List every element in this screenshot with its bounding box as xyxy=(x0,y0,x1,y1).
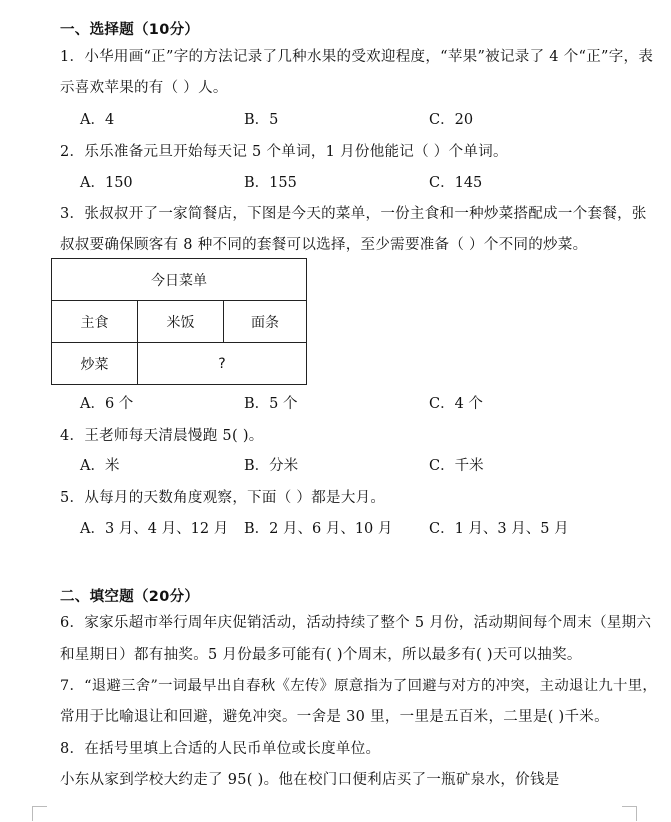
section-heading-choice: 一、选择题（10分） xyxy=(60,22,200,38)
question-6-line-1: 6．家家乐超市举行周年庆促销活动，活动持续了整个 5 月份，活动期间每个周末（星期六 xyxy=(60,615,652,631)
question-1-line-2: 示喜欢苹果的有（ ）人。 xyxy=(60,80,228,96)
question-8-line-2: 小东从家到学校大约走了 95( )。他在校门口便利店买了一瓶矿泉水，价钱是 xyxy=(60,772,560,788)
question-5-line-1: 5．从每月的天数角度观察，下面（ ）都是大月。 xyxy=(60,490,386,506)
option-b[interactable]: B．5 xyxy=(244,112,279,128)
page-corner-mark-left xyxy=(32,806,47,821)
page-corner-mark-right xyxy=(622,806,637,821)
staple-rice: 米饭 xyxy=(138,301,224,343)
option-b[interactable]: B．分米 xyxy=(244,458,299,474)
option-c[interactable]: C．1 月、3 月、5 月 xyxy=(429,521,569,537)
question-4-options xyxy=(80,454,640,476)
question-3-line-2: 叔叔要确保顾客有 8 种不同的套餐可以选择，至少需要准备（ ）个不同的炒菜。 xyxy=(60,237,588,253)
question-7-line-2: 常用于比喻退让和回避，避免冲突。一舍是 30 里，一里是五百米，二里是( )千米。 xyxy=(60,709,609,725)
option-b[interactable]: B．2 月、6 月、10 月 xyxy=(244,521,393,537)
question-8-line-1: 8．在括号里填上合适的人民币单位或长度单位。 xyxy=(60,741,381,757)
question-4-line-1: 4．王老师每天清晨慢跑 5( )。 xyxy=(60,428,264,444)
question-6-line-2: 和星期日）都有抽奖。5 月份最多可能有( )个周末，所以最多有( )天可以抽奖。 xyxy=(60,647,582,663)
question-3-line-1: 3．张叔叔开了一家简餐店，下图是今天的菜单，一份主食和一种炒菜搭配成一个套餐，张 xyxy=(60,206,647,222)
section-heading-fill: 二、填空题（20分） xyxy=(60,589,200,605)
staple-label: 主食 xyxy=(52,301,138,343)
option-c[interactable]: C．20 xyxy=(429,112,474,128)
option-b[interactable]: B．5 个 xyxy=(244,396,298,412)
dish-label: 炒菜 xyxy=(52,343,138,385)
question-2-options xyxy=(80,171,640,193)
option-a[interactable]: A．3 月、4 月、12 月 xyxy=(80,521,229,537)
option-b[interactable]: B．155 xyxy=(244,175,297,191)
question-7-line-1: 7．“退避三舍”一词最早出自春秋《左传》原意指为了回避与对方的冲突，主动退让九十里， xyxy=(60,678,658,694)
option-a[interactable]: A．150 xyxy=(80,175,133,191)
question-1-options xyxy=(80,108,640,130)
question-2-line-1: 2．乐乐准备元旦开始每天记 5 个单词，1 月份他能记（ ）个单词。 xyxy=(60,144,508,160)
question-1-line-1: 1．小华用画“正”字的方法记录了几种水果的受欢迎程度，“苹果”被记录了 4 个“正”字，表 xyxy=(60,49,654,65)
option-a[interactable]: A．米 xyxy=(80,458,120,474)
menu-title: 今日菜单 xyxy=(52,259,307,301)
staple-noodles: 面条 xyxy=(224,301,307,343)
option-c[interactable]: C．4 个 xyxy=(429,396,483,412)
question-3-options xyxy=(80,392,640,414)
option-c[interactable]: C．千米 xyxy=(429,458,484,474)
option-a[interactable]: A．4 xyxy=(80,112,115,128)
question-5-options xyxy=(80,517,640,539)
option-a[interactable]: A．6 个 xyxy=(80,396,134,412)
dish-value: ? xyxy=(138,343,307,385)
option-c[interactable]: C．145 xyxy=(429,175,483,191)
menu-table xyxy=(51,258,307,385)
